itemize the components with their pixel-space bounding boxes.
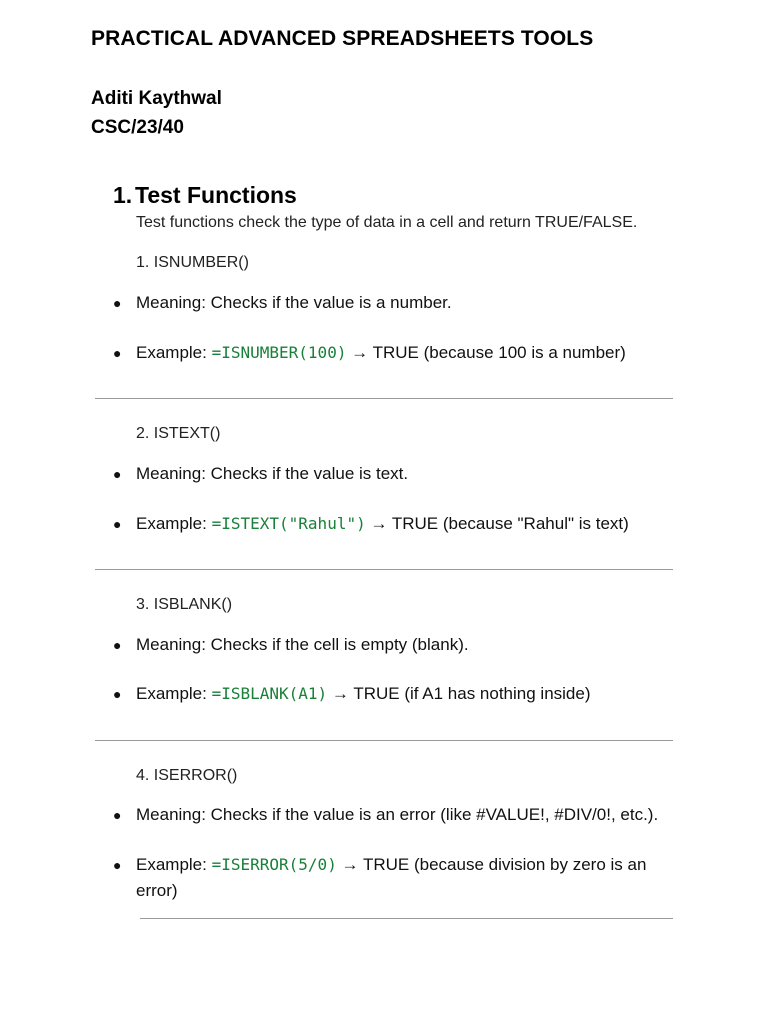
bullet-icon: ● xyxy=(113,686,122,702)
example-text xyxy=(136,681,683,707)
example-bullet xyxy=(113,852,683,904)
example-prefix: Example: xyxy=(136,684,212,703)
bullet-icon: ● xyxy=(113,857,122,873)
meaning-bullet xyxy=(113,802,683,828)
divider xyxy=(95,569,673,570)
bullet-icon: ● xyxy=(113,295,122,311)
example-result: → TRUE (because 100 is a number) xyxy=(346,343,626,362)
meaning-bullet xyxy=(113,290,683,316)
example-code: =ISTEXT("Rahul") xyxy=(211,514,366,533)
meaning-text: Meaning: Checks if the value is a number. xyxy=(136,293,452,312)
example-code: =ISERROR(5/0) xyxy=(211,855,337,874)
function-title: 1. ISNUMBER() xyxy=(136,254,249,271)
bullet-icon: ● xyxy=(113,807,122,823)
meaning-text: Meaning: Checks if the cell is empty (blank). xyxy=(136,635,469,654)
section-heading-text: Test Functions xyxy=(135,182,297,208)
example-bullet xyxy=(113,511,683,537)
example-code: =ISNUMBER(100) xyxy=(211,343,347,362)
document-title: PRACTICAL ADVANCED SPREADSHEETS TOOLS xyxy=(91,27,594,50)
section-number: 1. xyxy=(113,182,133,208)
divider xyxy=(95,740,673,741)
meaning-bullet xyxy=(113,632,683,658)
divider xyxy=(140,918,673,919)
bullet-icon: ● xyxy=(113,466,122,482)
function-title: 3. ISBLANK() xyxy=(136,596,233,613)
bullet-icon: ● xyxy=(113,516,122,532)
example-text xyxy=(136,340,683,366)
example-prefix: Example: xyxy=(136,855,212,874)
meaning-bullet xyxy=(113,461,683,487)
divider xyxy=(95,398,673,399)
example-bullet xyxy=(113,681,683,707)
example-text xyxy=(136,852,683,904)
example-prefix: Example: xyxy=(136,514,212,533)
example-code: =ISBLANK(A1) xyxy=(211,684,328,703)
author-name: Aditi Kaythwal xyxy=(91,88,222,109)
example-result: → TRUE (because "Rahul" is text) xyxy=(365,514,629,533)
example-result: → TRUE (because division by zero is an error) xyxy=(136,855,647,900)
section-heading xyxy=(113,182,297,209)
function-title: 4. ISERROR() xyxy=(136,767,238,784)
example-text xyxy=(136,511,683,537)
bullet-icon: ● xyxy=(113,637,122,653)
example-prefix: Example: xyxy=(136,343,212,362)
section-intro: Test functions check the type of data in a cell and return TRUE/FALSE. xyxy=(136,214,638,231)
example-bullet xyxy=(113,340,683,366)
example-result: → TRUE (if A1 has nothing inside) xyxy=(327,684,591,703)
bullet-icon: ● xyxy=(113,345,122,361)
meaning-text: Meaning: Checks if the value is text. xyxy=(136,464,409,483)
function-title: 2. ISTEXT() xyxy=(136,425,221,442)
meaning-text: Meaning: Checks if the value is an error (like #VALUE!, #DIV/0!, etc.). xyxy=(136,805,659,824)
author-id: CSC/23/40 xyxy=(91,117,184,138)
